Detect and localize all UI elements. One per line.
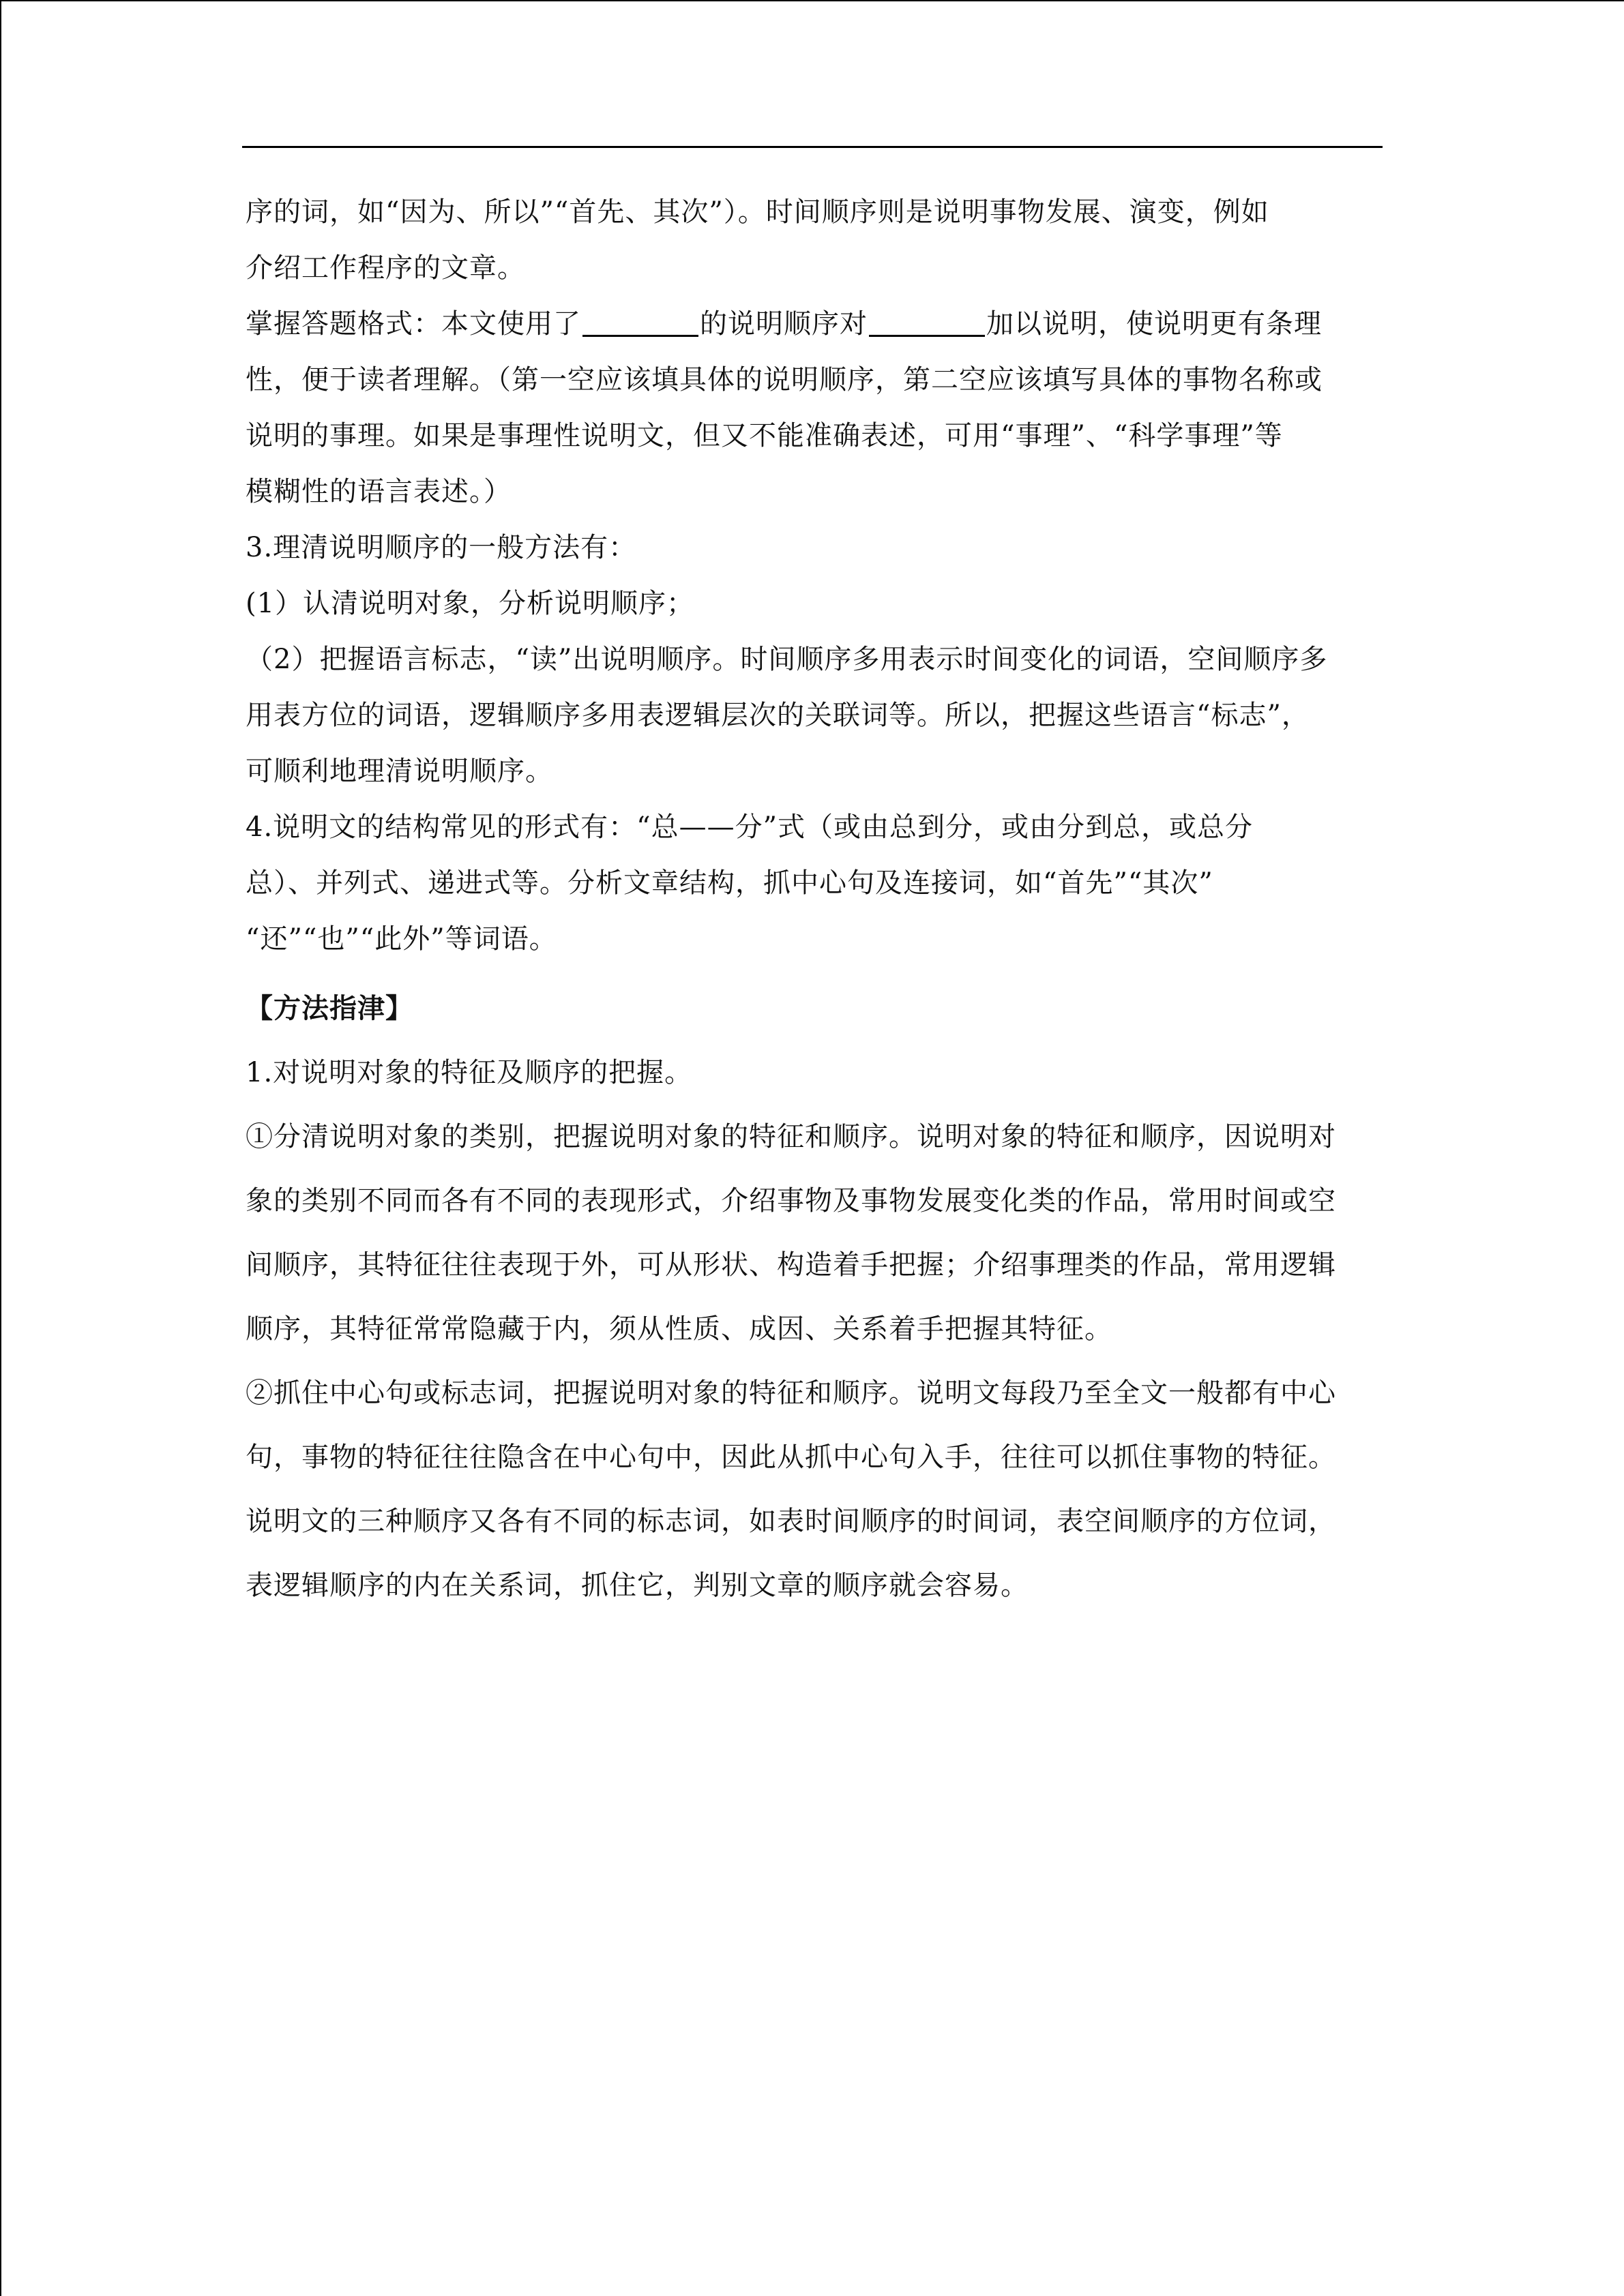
text-line: ②抓住中心句或标志词，把握说明对象的特征和顺序。说明文每段乃至全文一般都有中心 bbox=[246, 1377, 1336, 1409]
text-line: 总）、并列式、递进式等。分析文章结构，抓中心句及连接词，如“首先”“其次” bbox=[246, 867, 1213, 899]
text-line: 介绍工作程序的文章。 bbox=[246, 252, 525, 284]
fill-blank-1 bbox=[582, 308, 698, 337]
text-line: “还”“也”“此外”等词语。 bbox=[246, 923, 557, 955]
format-prefix: 掌握答题格式：本文使用了 bbox=[246, 308, 581, 340]
text-line: 4.说明文的结构常见的形式有：“总——分”式（或由总到分，或由分到总，或总分 bbox=[246, 811, 1254, 843]
text-line: (1）认清说明对象，分析说明顺序； bbox=[246, 588, 695, 619]
text-line: 句，事物的特征往往隐含在中心句中，因此从抓中心句入手，往往可以抓住事物的特征。 bbox=[246, 1442, 1336, 1473]
answer-format-line bbox=[246, 296, 1391, 352]
fill-blank-2 bbox=[869, 308, 985, 337]
text-line: 用表方位的词语，逻辑顺序多用表逻辑层次的关联词等。所以，把握这些语言“标志”， bbox=[246, 700, 1310, 731]
text-line: 3.理清说明顺序的一般方法有： bbox=[246, 532, 637, 563]
text-line: 说明文的三种顺序又各有不同的标志词，如表时间顺序的时间词，表空间顺序的方位词， bbox=[246, 1506, 1336, 1537]
text-line: （2）把握语言标志，“读”出说明顺序。时间顺序多用表示时间变化的词语，空间顺序多 bbox=[246, 644, 1328, 675]
format-middle: 的说明顺序对 bbox=[700, 308, 868, 340]
text-line: ①分清说明对象的类别，把握说明对象的特征和顺序。说明对象的特征和顺序，因说明对 bbox=[246, 1121, 1336, 1152]
text-line: 模糊性的语言表述。） bbox=[246, 476, 512, 507]
document-body bbox=[246, 184, 1391, 1617]
text-line: 可顺利地理清说明顺序。 bbox=[246, 756, 553, 787]
text-line: 性，便于读者理解。（第一空应该填具体的说明顺序，第二空应该填写具体的事物名称或 bbox=[246, 364, 1323, 396]
text-line: 间顺序，其特征往往表现于外，可从形状、构造着手把握；介绍事理类的作品，常用逻辑 bbox=[246, 1249, 1336, 1281]
text-line: 序的词，如“因为、所以”“首先、其次”）。时间顺序则是说明事物发展、演变，例如 bbox=[246, 196, 1269, 228]
text-line: 1.对说明对象的特征及顺序的把握。 bbox=[246, 1057, 693, 1088]
text-line: 说明的事理。如果是事理性说明文，但又不能准确表述，可用“事理”、“科学事理”等 bbox=[246, 420, 1283, 451]
text-line: 顺序，其特征常常隐藏于内，须从性质、成因、关系着手把握其特征。 bbox=[246, 1313, 1112, 1345]
format-suffix: 加以说明，使说明更有条理 bbox=[986, 308, 1322, 340]
header-rule bbox=[242, 146, 1383, 148]
text-line: 表逻辑顺序的内在关系词，抓住它，判别文章的顺序就会容易。 bbox=[246, 1570, 1029, 1601]
text-line: 象的类别不同而各有不同的表现形式，介绍事物及事物发展变化类的作品，常用时间或空 bbox=[246, 1185, 1336, 1217]
section-heading: 【方法指津】 bbox=[246, 993, 413, 1024]
